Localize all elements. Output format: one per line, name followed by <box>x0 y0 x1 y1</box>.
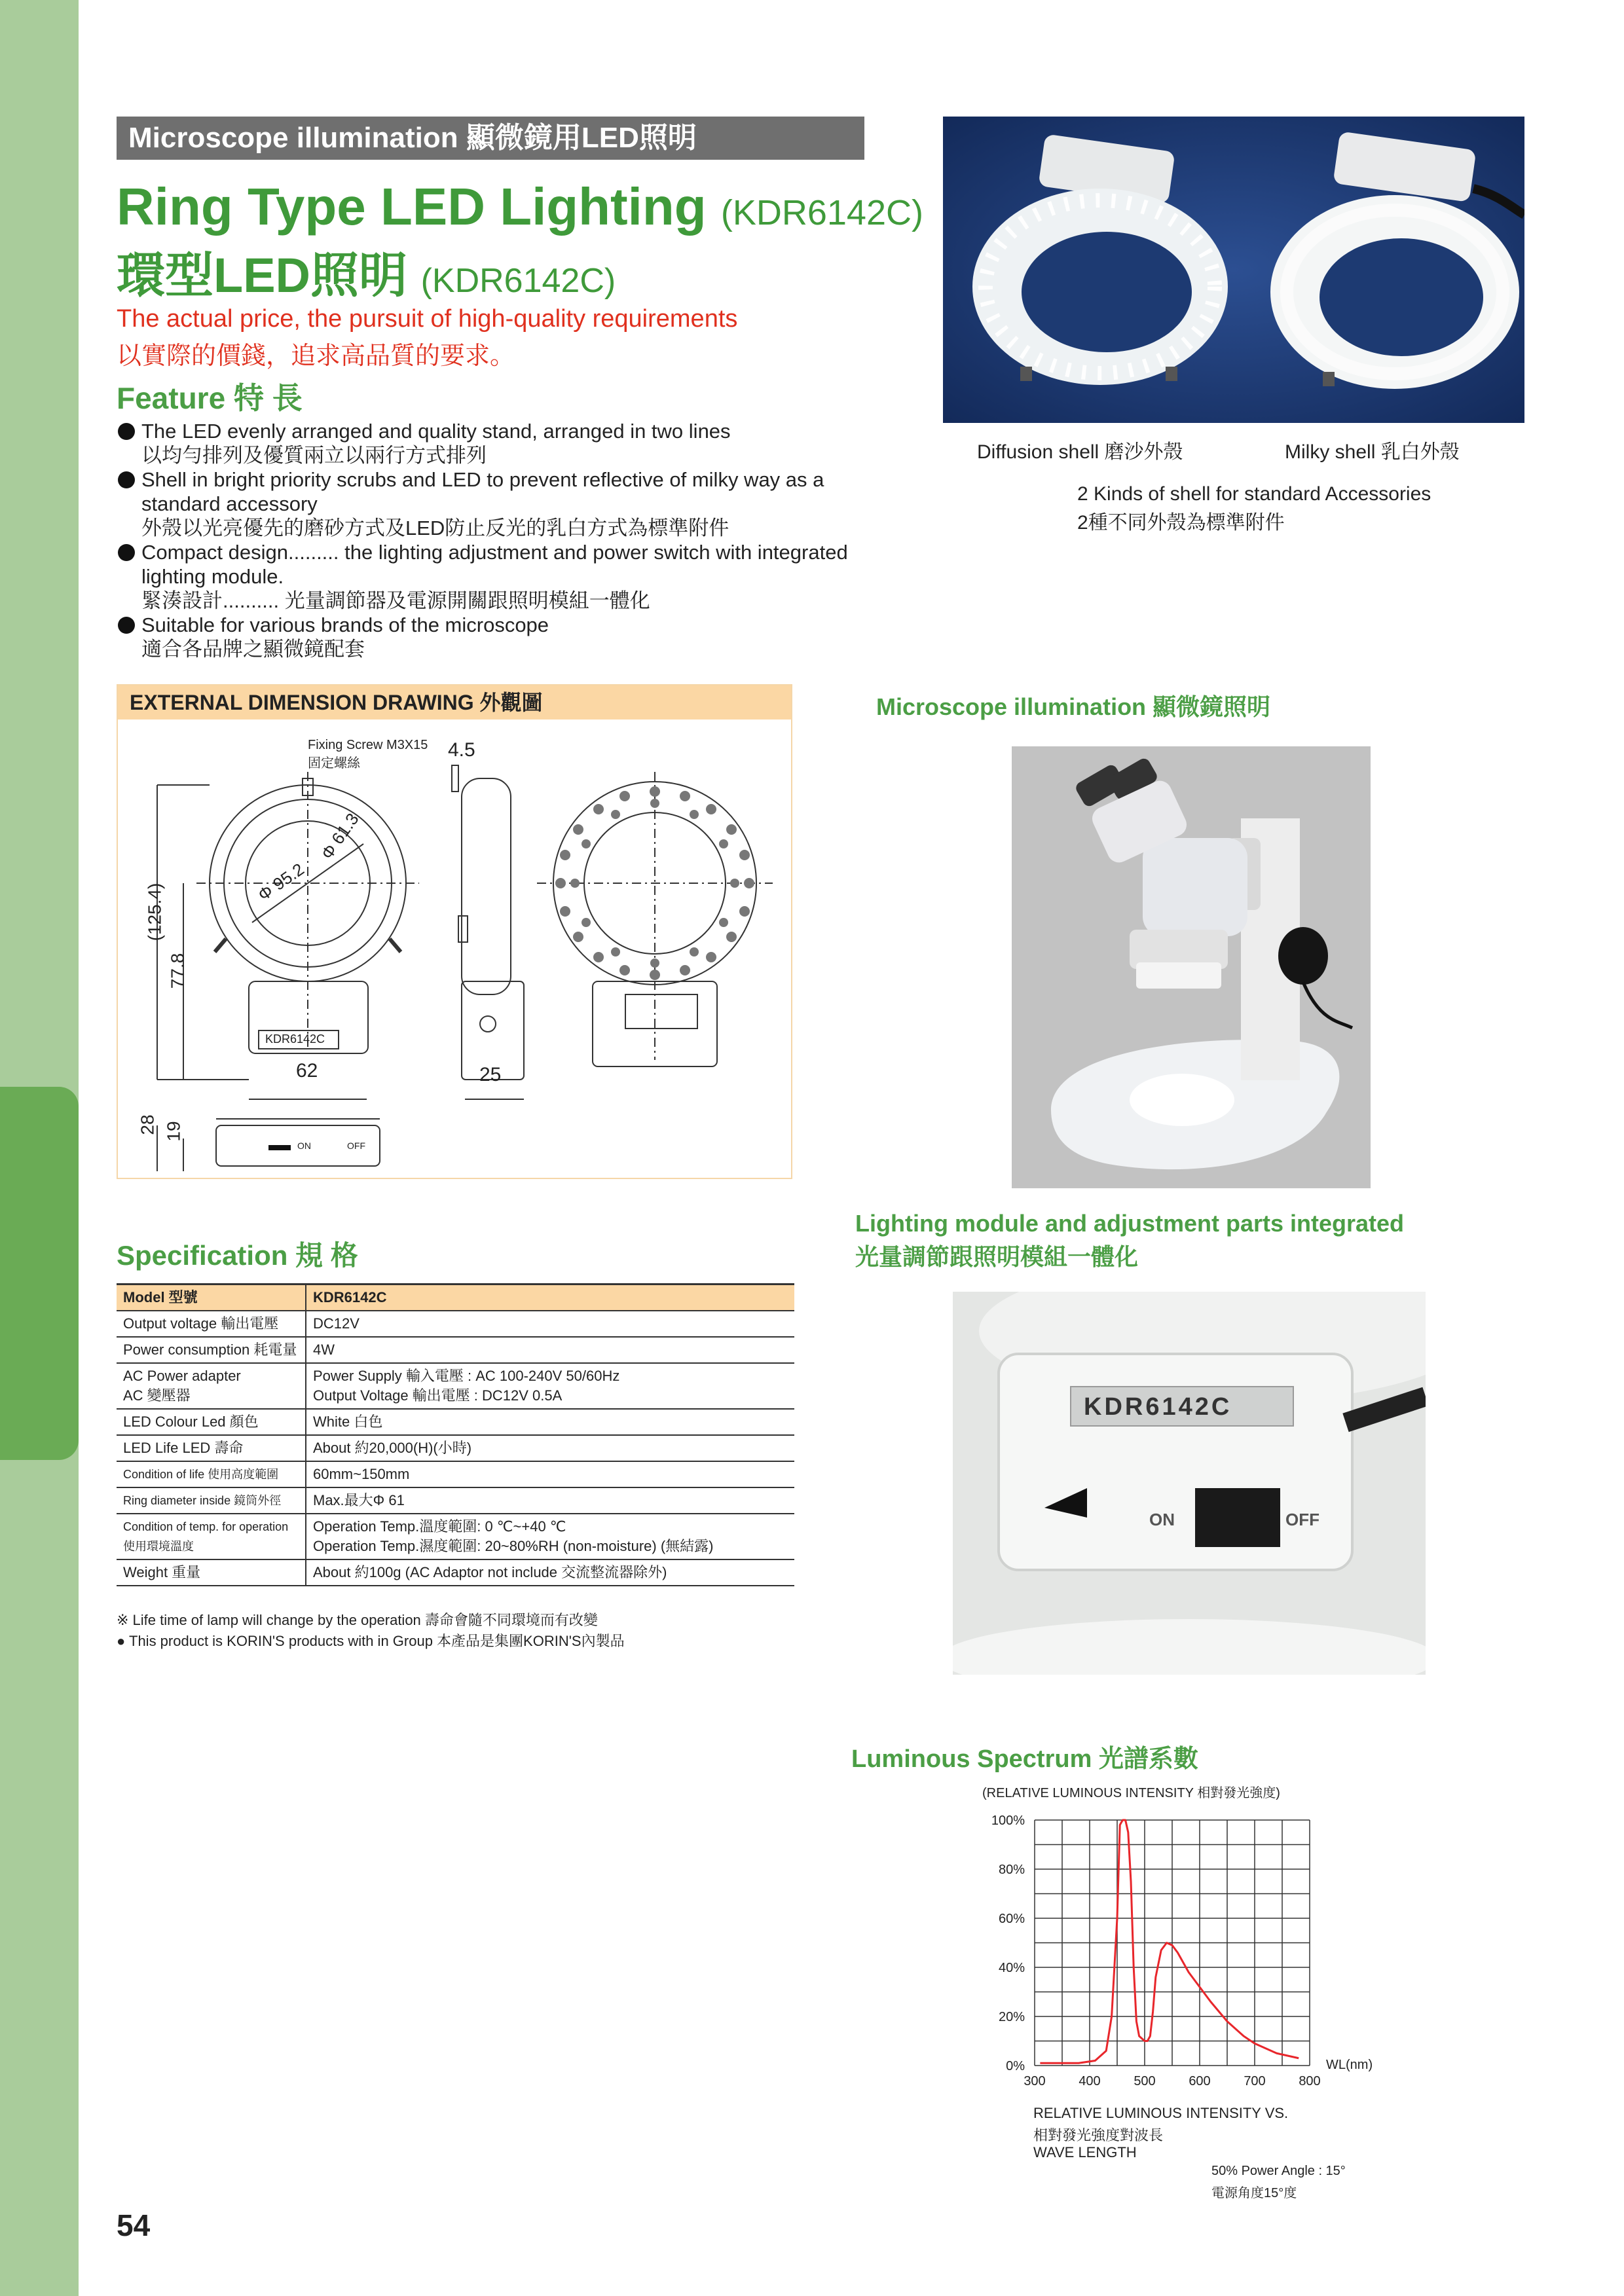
module-off-label: OFF <box>1285 1510 1320 1529</box>
table-row <box>117 1363 794 1409</box>
dimension-heading: EXTERNAL DIMENSION DRAWING 外觀圖 <box>118 685 791 720</box>
spec-key: AC Power adapter <box>123 1368 241 1384</box>
drawing-model-label: KDR6142C <box>265 1032 325 1046</box>
feature-heading: Feature 特 長 <box>117 381 303 415</box>
feature-text-en: Suitable for various brands of the microscope <box>141 613 549 636</box>
dim-side-height-1: 28 <box>137 1114 158 1135</box>
bullet-icon <box>118 471 135 488</box>
dim-height: 77.8 <box>167 953 188 989</box>
dim-outer-diameter: Φ 95.2 <box>254 859 308 905</box>
feature-text-zh: 緊湊設計.......... 光量調節器及電源開關跟照明模組一體化 <box>141 589 650 612</box>
spectrum-caption-2: 相對發光強度對波長 <box>1033 2127 1164 2143</box>
spec-key: Power consumption 耗電量 <box>117 1337 306 1363</box>
feature-text-en-cont: standard accessory <box>141 492 318 515</box>
chart-x-axis-label: WL(nm) <box>1326 2058 1373 2072</box>
spec-key-cell <box>117 1363 306 1409</box>
table-row <box>117 1487 794 1514</box>
spec-value: Operation Temp.溫度範圍: 0 ℃~+40 ℃ <box>313 1518 566 1535</box>
spectrum-caption-1: RELATIVE LUMINOUS INTENSITY VS. <box>1033 2105 1289 2121</box>
shell-note-zh: 2種不同外殼為標準附件 <box>1077 512 1285 534</box>
title-en-text: Ring Type LED Lighting <box>117 177 707 236</box>
table-row <box>117 1285 794 1311</box>
feature-text-zh: 外殼以光亮優先的磨砂方式及LED防止反光的乳白方式為標準附件 <box>141 517 729 539</box>
feature-text-en: The LED evenly arranged and quality stand, arranged in two lines <box>141 420 731 443</box>
feature-item <box>118 419 884 467</box>
spec-key-cell <box>117 1514 306 1559</box>
shell-photo <box>943 117 1524 423</box>
screw-label-zh: 固定螺絲 <box>308 756 360 771</box>
y-tick-label: 40% <box>998 1961 1025 1975</box>
feature-item <box>118 613 884 661</box>
spec-key-zh: AC 變壓器 <box>123 1387 191 1404</box>
tagline-chinese: 以實際的價錢，追求高品質的要求。 <box>117 342 515 370</box>
chart-ticks <box>991 1813 1321 2088</box>
module-on-label: ON <box>1149 1510 1175 1529</box>
x-tick-label: 400 <box>1079 2074 1101 2088</box>
spec-note-life: ※ Life time of lamp will change by the operation 壽命會隨不同環境而有改變 <box>117 1612 598 1628</box>
dim-total-height: (125.4) <box>144 883 165 941</box>
spec-key: LED Life LED 壽命 <box>117 1435 306 1461</box>
table-row <box>117 1514 794 1559</box>
category-bar: Microscope illumination 顯微鏡用LED照明 <box>117 117 864 160</box>
microscope-photo <box>1012 746 1371 1188</box>
drawing-off-label: OFF <box>347 1140 365 1151</box>
spec-key: Ring diameter inside 鏡筒外徑 <box>117 1487 306 1514</box>
module-photo <box>953 1292 1426 1675</box>
spec-key: Condition of life 使用高度範圍 <box>117 1461 306 1487</box>
table-row <box>117 1559 794 1586</box>
feature-text-en: Shell in bright priority scrubs and LED to prevent reflective of milky way as a <box>141 468 824 491</box>
feature-text-en: Compact design......... the lighting adjustment and power switch with integrated <box>141 541 848 564</box>
spec-key: Condition of temp. for operation <box>123 1520 289 1533</box>
microscope-heading: Microscope illumination 顯微鏡照明 <box>876 693 1271 720</box>
x-tick-label: 700 <box>1244 2074 1266 2088</box>
shell-note-en: 2 Kinds of shell for standard Accessories <box>1077 483 1431 505</box>
spec-value: Max.最大Φ 61 <box>306 1487 794 1514</box>
spec-value: DC12V <box>306 1311 794 1337</box>
spec-key: Model 型號 <box>117 1285 306 1311</box>
y-tick-label: 80% <box>998 1863 1025 1877</box>
spec-value-cell <box>306 1363 794 1409</box>
dim-inner-diameter: Φ 61.3 <box>317 809 363 864</box>
screw-label-en: Fixing Screw M3X15 <box>308 738 428 752</box>
module-model-label: KDR6142C <box>1084 1393 1232 1421</box>
ring-lights-illustration <box>943 117 1524 423</box>
y-tick-label: 100% <box>991 1813 1025 1828</box>
tagline-english: The actual price, the pursuit of high-quality requirements <box>117 305 738 333</box>
y-tick-label: 0% <box>1006 2059 1025 2073</box>
spectrum-heading: Luminous Spectrum 光譜系數 <box>851 1745 1198 1773</box>
chart-series <box>1040 1820 1299 2063</box>
y-tick-label: 60% <box>998 1912 1025 1926</box>
x-tick-label: 800 <box>1299 2074 1321 2088</box>
chart-y-axis-label: (RELATIVE LUMINOUS INTENSITY 相對發光強度) <box>982 1786 1280 1800</box>
spec-note-product: ● This product is KORIN'S products with in Group 本產品是集團KORIN'S內製品 <box>117 1633 625 1649</box>
table-row <box>117 1311 794 1337</box>
module-illustration <box>953 1292 1426 1675</box>
spec-value-line2: Output Voltage 輸出電壓 : DC12V 0.5A <box>313 1387 563 1404</box>
title-zh-model: (KDR6142C) <box>420 262 616 300</box>
title-zh-text: 環型LED照明 <box>117 248 407 302</box>
dimension-drawing <box>118 720 791 1176</box>
spec-value: About 約100g (AC Adaptor not include 交流整流器除外) <box>306 1559 794 1586</box>
spec-value: 60mm~150mm <box>306 1461 794 1487</box>
spec-table <box>117 1283 794 1586</box>
feature-text-zh: 適合各品牌之顯微鏡配套 <box>141 638 365 661</box>
page-number: 54 <box>117 2208 151 2242</box>
spec-value: White 白色 <box>306 1409 794 1435</box>
module-heading-zh: 光量調節跟照明模組一體化 <box>855 1243 1139 1270</box>
x-tick-label: 300 <box>1024 2074 1046 2088</box>
spectrum-chart <box>943 1768 1401 2134</box>
module-heading-en: Lighting module and adjustment parts integrated <box>855 1210 1405 1237</box>
drawing-on-label: ON <box>297 1140 311 1151</box>
spec-value: KDR6142C <box>306 1285 794 1311</box>
table-row <box>117 1435 794 1461</box>
bullet-icon <box>118 423 135 440</box>
x-tick-label: 600 <box>1189 2074 1211 2088</box>
spec-value-line2: Operation Temp.濕度範圍: 20~80%RH (non-moisture) (無結露) <box>313 1538 714 1554</box>
title-en-model: (KDR6142C) <box>720 193 923 232</box>
spec-value: Power Supply 輸入電壓 : AC 100-240V 50/60Hz <box>313 1368 620 1384</box>
chart-grid <box>1035 1820 1310 2066</box>
feature-text-zh: 以均勻排列及優質兩立以兩行方式排列 <box>141 444 487 467</box>
spec-heading: Specification 規 格 <box>117 1240 358 1271</box>
dim-width: 62 <box>296 1060 318 1082</box>
side-section-tab <box>0 1087 79 1460</box>
table-row <box>117 1337 794 1363</box>
bullet-icon <box>118 617 135 634</box>
spectrum-angle-2: 電源角度15°度 <box>1211 2186 1297 2200</box>
spec-value-cell <box>306 1514 794 1559</box>
x-tick-label: 500 <box>1134 2074 1156 2088</box>
feature-item <box>118 467 884 540</box>
shell-caption-right: Milky shell 乳白外殼 <box>1285 441 1460 463</box>
y-tick-label: 20% <box>998 2010 1025 2024</box>
feature-text-en-cont: lighting module. <box>141 565 284 588</box>
spec-value: About 約20,000(H)(小時) <box>306 1435 794 1461</box>
spec-key-zh: 使用環境溫度 <box>123 1540 194 1553</box>
spectrum-caption-3: WAVE LENGTH <box>1033 2144 1137 2160</box>
feature-item <box>118 540 884 613</box>
microscope-illustration <box>1012 746 1371 1188</box>
spectrum-line <box>1040 1820 1299 2063</box>
spec-value: 4W <box>306 1337 794 1363</box>
title-chinese <box>117 237 616 306</box>
title-english <box>117 177 923 237</box>
shell-caption-left: Diffusion shell 磨沙外殼 <box>977 441 1183 463</box>
feature-list <box>118 419 884 661</box>
spectrum-angle-1: 50% Power Angle : 15° <box>1211 2164 1346 2178</box>
dim-depth: 25 <box>479 1064 502 1085</box>
spec-key: Output voltage 輸出電壓 <box>117 1311 306 1337</box>
dim-side-height-2: 19 <box>163 1121 184 1142</box>
table-row <box>117 1461 794 1487</box>
spec-key: Weight 重量 <box>117 1559 306 1586</box>
table-row <box>117 1409 794 1435</box>
dimension-drawing-box <box>117 684 792 1179</box>
spec-key: LED Colour Led 顏色 <box>117 1409 306 1435</box>
dim-screw: 4.5 <box>448 739 475 761</box>
bullet-icon <box>118 544 135 561</box>
